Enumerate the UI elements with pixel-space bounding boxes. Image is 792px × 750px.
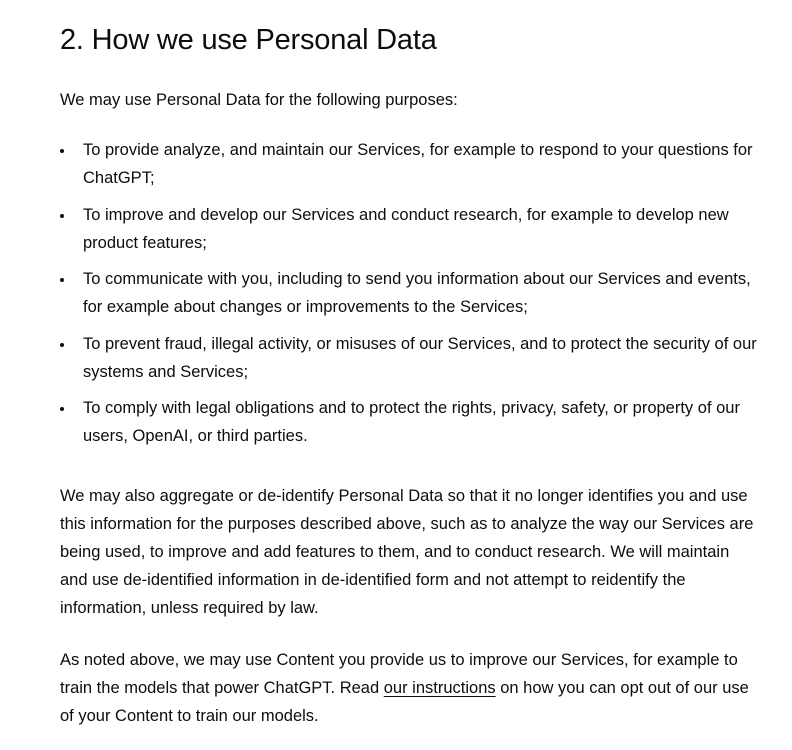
list-item-text: To provide analyze, and maintain our Services, for example to respond to your questions for ChatGPT;	[83, 141, 753, 187]
list-item	[60, 394, 760, 450]
list-item	[60, 265, 760, 321]
list-item-text: To comply with legal obligations and to protect the rights, privacy, safety, or property of our users, OpenAI, or third parties.	[83, 399, 740, 445]
list-item	[60, 330, 760, 386]
bullet-icon	[60, 343, 64, 347]
bullet-icon	[60, 407, 64, 411]
bullet-icon	[60, 214, 64, 218]
list-item	[60, 136, 760, 192]
list-item	[60, 201, 760, 257]
intro-text: We may use Personal Data for the following purposes:	[60, 91, 458, 109]
instructions-link[interactable]: our instructions	[383, 679, 496, 697]
purposes-list	[60, 136, 760, 459]
bullet-icon	[60, 278, 64, 282]
content-paragraph-lead: As noted above, we may use Content you provide us to improve our Services, for example to train the models that power ChatGPT. Read	[60, 651, 738, 697]
list-item-text: To communicate with you, including to send you information about our Services and events, for example about changes or improvements to the Services;	[83, 270, 751, 316]
aggregate-paragraph: We may also aggregate or de-identify Personal Data so that it no longer identifies you and use this information for the purposes described above, such as to analyze the way our Services are being used, to improve and add features to them, and to conduct research. We will maintain and use de-identified information in de-identified form and not attempt to reidentify the information, unless required by law.	[60, 487, 754, 617]
section-heading: 2. How we use Personal Data	[60, 24, 437, 56]
list-item-text: To improve and develop our Services and conduct research, for example to develop new product features;	[83, 205, 729, 252]
bullet-icon	[60, 149, 64, 153]
content-paragraph	[60, 646, 755, 730]
content-paragraph-tail: on how you can opt out of our use of your Content to train our models.	[60, 679, 749, 725]
list-item-text: To prevent fraud, illegal activity, or misuses of our Services, and to protect the security of our systems and Services;	[83, 334, 757, 381]
